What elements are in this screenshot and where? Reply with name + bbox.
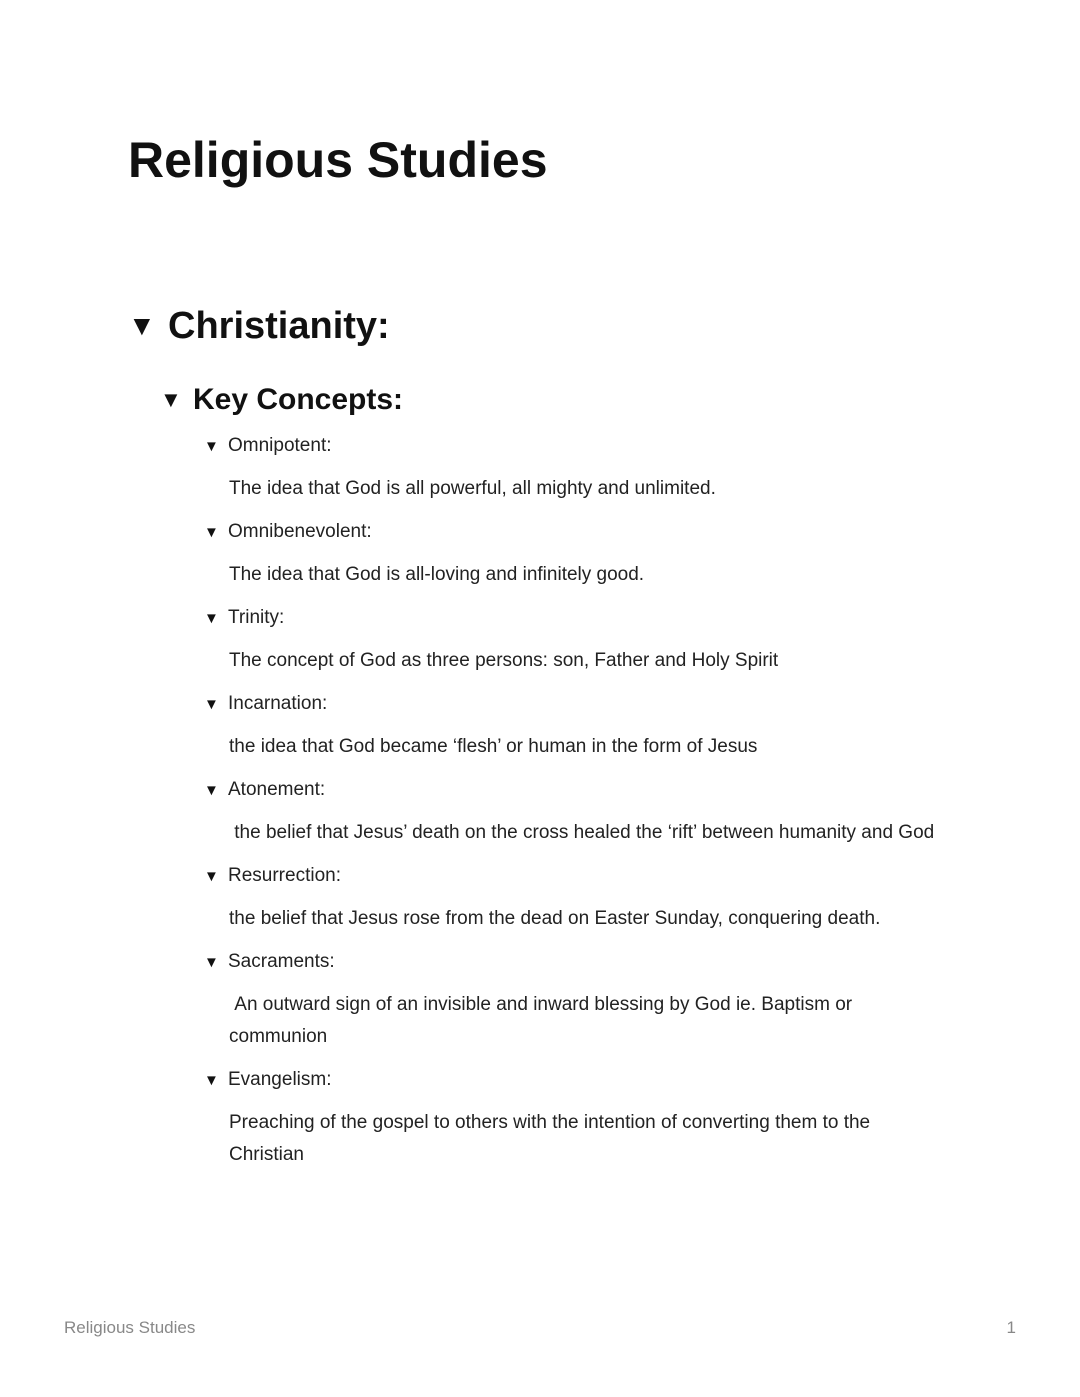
- concept-toggle-row[interactable]: [204, 430, 964, 462]
- concept-term: Trinity:: [228, 607, 285, 628]
- concept-term: Omnibenevolent:: [228, 521, 372, 542]
- triangle-down-icon[interactable]: ▼: [204, 1071, 219, 1089]
- triangle-down-icon[interactable]: ▼: [204, 609, 219, 627]
- footer-document-title: Religious Studies: [64, 1318, 196, 1337]
- concept-toggle-row[interactable]: [204, 1064, 964, 1096]
- triangle-down-icon[interactable]: ▼: [204, 781, 219, 799]
- concept-item-resurrection: [204, 860, 964, 935]
- triangle-down-icon[interactable]: ▼: [160, 387, 182, 412]
- footer-page-number: 1: [1006, 1318, 1016, 1337]
- triangle-down-icon[interactable]: ▼: [128, 310, 156, 341]
- concept-term: Resurrection:: [228, 865, 341, 886]
- concept-definition: An outward sign of an invisible and inward blessing by God ie. Baptism or communion: [229, 994, 858, 1047]
- concept-term: Atonement:: [228, 779, 326, 800]
- concept-definition: the belief that Jesus’ death on the cross healed the ‘rift’ between humanity and God: [229, 822, 935, 843]
- concept-toggle-row[interactable]: [204, 946, 964, 978]
- concept-definition: the belief that Jesus rose from the dead on Easter Sunday, conquering death.: [229, 908, 881, 929]
- concept-item-omnibenevolent: [204, 516, 964, 591]
- section-heading-text: Christianity:: [168, 304, 390, 347]
- section-heading-christianity[interactable]: [128, 302, 390, 350]
- concept-definition: Preaching of the gospel to others with the intention of converting them to the Christian: [229, 1112, 871, 1165]
- concept-definition: The idea that God is all powerful, all mighty and unlimited.: [229, 478, 716, 499]
- concept-definition: The idea that God is all-loving and infinitely good.: [229, 564, 645, 585]
- page-title: Religious Studies: [128, 132, 548, 188]
- concept-item-sacraments: [204, 946, 964, 1053]
- concept-item-atonement: [204, 774, 964, 849]
- triangle-down-icon[interactable]: ▼: [204, 523, 219, 541]
- concept-list: [204, 430, 964, 1171]
- concept-toggle-row[interactable]: [204, 602, 964, 634]
- concept-term: Evangelism:: [228, 1069, 332, 1090]
- concept-item-incarnation: [204, 688, 964, 763]
- concept-term: Sacraments:: [228, 951, 335, 972]
- concept-toggle-row[interactable]: [204, 860, 964, 892]
- subsection-heading-text: Key Concepts:: [193, 383, 404, 416]
- triangle-down-icon[interactable]: ▼: [204, 953, 219, 971]
- concept-term: Incarnation:: [228, 693, 328, 714]
- concept-item-evangelism: [204, 1064, 964, 1171]
- triangle-down-icon[interactable]: ▼: [204, 695, 219, 713]
- triangle-down-icon[interactable]: ▼: [204, 867, 219, 885]
- concept-toggle-row[interactable]: [204, 516, 964, 548]
- triangle-down-icon[interactable]: ▼: [204, 437, 219, 455]
- subsection-heading-key-concepts[interactable]: [160, 380, 403, 420]
- concept-definition: The concept of God as three persons: son, Father and Holy Spirit: [229, 650, 779, 671]
- concept-item-omnipotent: [204, 430, 964, 505]
- concept-toggle-row[interactable]: [204, 774, 964, 806]
- concept-item-trinity: [204, 602, 964, 677]
- concept-term: Omnipotent:: [228, 435, 332, 456]
- concept-toggle-row[interactable]: [204, 688, 964, 720]
- concept-definition: the idea that God became ‘flesh’ or human in the form of Jesus: [229, 736, 758, 757]
